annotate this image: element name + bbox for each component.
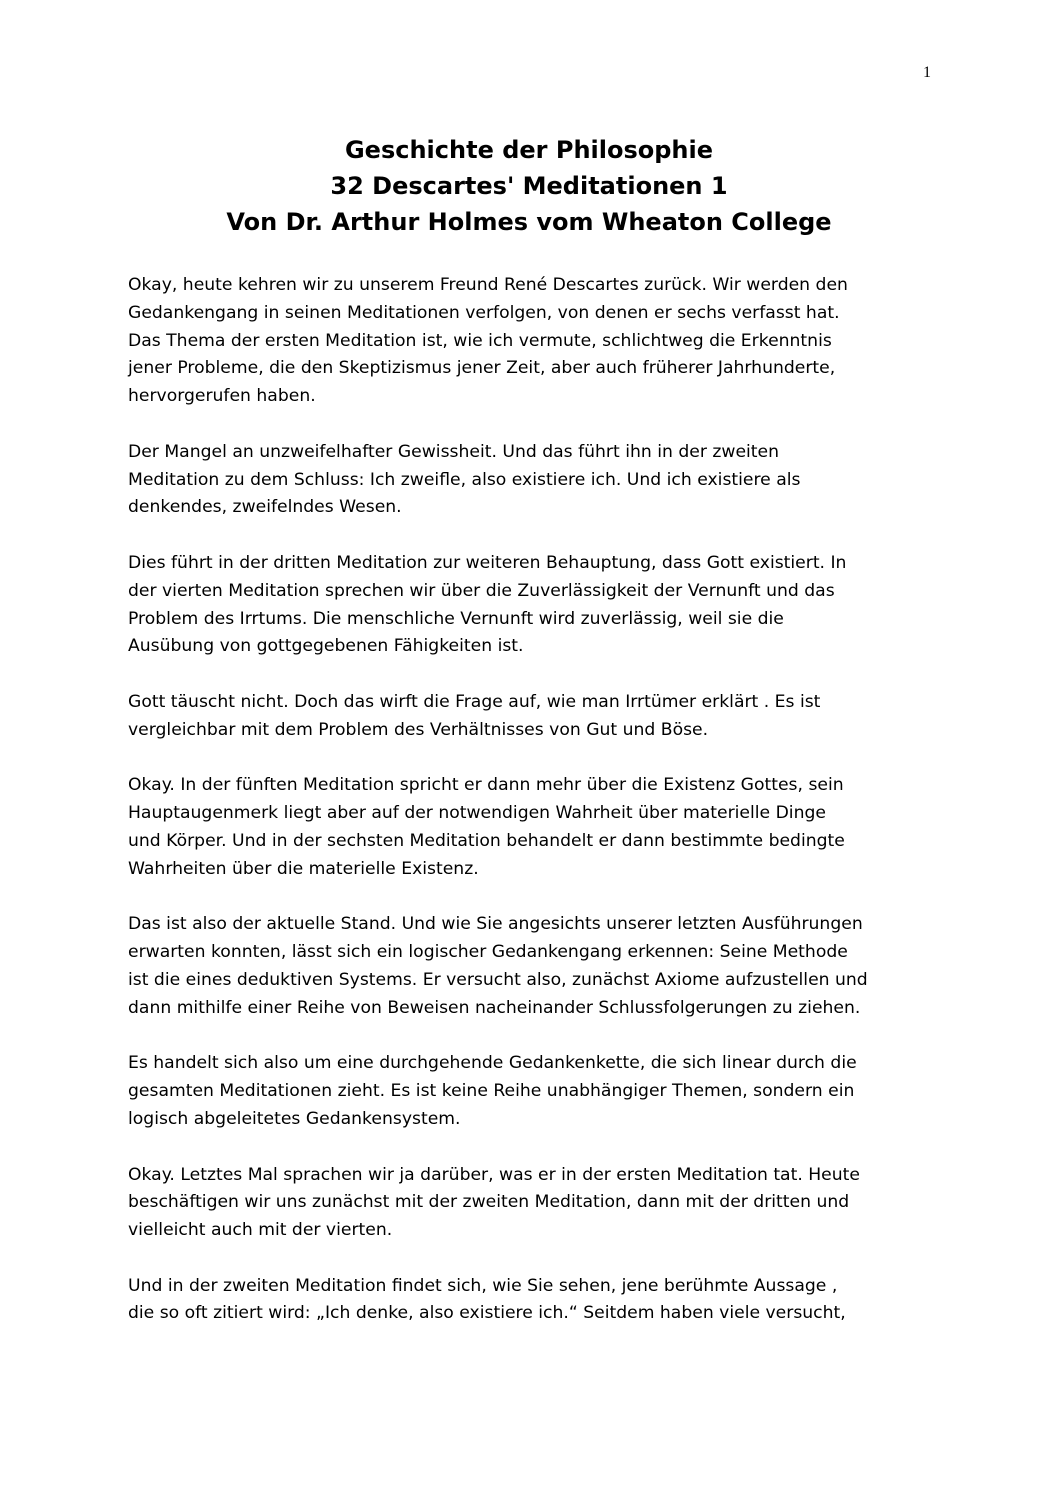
text-line: der vierten Meditation sprechen wir über die Zuverlässigkeit der Vernunft und das: [128, 580, 835, 601]
text-line: Wahrheiten über die materielle Existenz.: [128, 858, 479, 879]
paragraph: [128, 439, 928, 522]
text-line: jener Probleme, die den Skeptizismus jener Zeit, aber auch früherer Jahrhunderte,: [128, 358, 836, 379]
text-line: Der Mangel an unzweifelhafter Gewissheit. Und das führt ihn in der zweiten: [128, 441, 780, 462]
text-line: Gedankengang in seinen Meditationen verfolgen, von denen er sechs verfasst hat.: [128, 302, 840, 323]
text-line: Das Thema der ersten Meditation ist, wie ich vermute, schlichtweg die Erkenntnis: [128, 330, 832, 351]
text-line: hervorgerufen haben.: [128, 386, 316, 407]
text-line: Und in der zweiten Meditation findet sich, wie Sie sehen, jene berühmte Aussage ,: [128, 1275, 838, 1296]
title-line-author: Von Dr. Arthur Holmes vom Wheaton College: [226, 208, 832, 236]
text-line: vielleicht auch mit der vierten.: [128, 1220, 393, 1241]
text-line: denkendes, zweifelndes Wesen.: [128, 497, 402, 518]
text-line: Dies führt in der dritten Meditation zur weiteren Behauptung, dass Gott existiert. In: [128, 552, 847, 573]
text-line: erwarten konnten, lässt sich ein logischer Gedankengang erkennen: Seine Methode: [128, 942, 848, 963]
paragraph: [128, 772, 928, 883]
paragraph: [128, 550, 928, 661]
text-line: Problem des Irrtums. Die menschliche Vernunft wird zuverlässig, weil sie die: [128, 608, 784, 629]
document-title: [0, 132, 1058, 240]
text-line: gesamten Meditationen zieht. Es ist keine Reihe unabhängiger Themen, sondern ein: [128, 1081, 855, 1102]
text-line: und Körper. Und in der sechsten Meditation behandelt er dann bestimmte bedingte: [128, 830, 845, 851]
text-line: Ausübung von gottgegebenen Fähigkeiten ist.: [128, 636, 524, 657]
paragraph: [128, 1273, 928, 1329]
paragraph: [128, 272, 928, 411]
paragraph: [128, 1162, 928, 1245]
text-line: Meditation zu dem Schluss: Ich zweifle, also existiere ich. Und ich existiere als: [128, 469, 801, 490]
text-line: beschäftigen wir uns zunächst mit der zweiten Meditation, dann mit der dritten und: [128, 1192, 850, 1213]
text-line: Okay. Letztes Mal sprachen wir ja darüber, was er in der ersten Meditation tat. Heute: [128, 1164, 860, 1185]
text-line: Hauptaugenmerk liegt aber auf der notwendigen Wahrheit über materielle Dinge: [128, 803, 826, 824]
text-line: Es handelt sich also um eine durchgehende Gedankenkette, die sich linear durch die: [128, 1053, 857, 1074]
text-line: vergleichbar mit dem Problem des Verhältnisses von Gut und Böse.: [128, 719, 709, 740]
text-line: die so oft zitiert wird: „Ich denke, also existiere ich.“ Seitdem haben viele versucht,: [128, 1303, 846, 1324]
text-line: Okay. In der fünften Meditation spricht er dann mehr über die Existenz Gottes, sein: [128, 775, 844, 796]
text-line: logisch abgeleitetes Gedankensystem.: [128, 1108, 461, 1129]
text-line: Das ist also der aktuelle Stand. Und wie Sie angesichts unserer letzten Ausführungen: [128, 914, 863, 935]
text-line: Gott täuscht nicht. Doch das wirft die Frage auf, wie man Irrtümer erklärt . Es ist: [128, 691, 821, 712]
page-number: 1: [923, 64, 931, 81]
title-line-course: Geschichte der Philosophie: [344, 136, 714, 164]
text-line: ist die eines deduktiven Systems. Er versucht also, zunächst Axiome aufzustellen und: [128, 969, 868, 990]
paragraph: [128, 911, 928, 1022]
document-body: [128, 272, 928, 1356]
paragraph: [128, 689, 928, 745]
title-line-lecture: 32 Descartes' Meditationen 1: [330, 172, 728, 200]
text-line: Okay, heute kehren wir zu unserem Freund René Descartes zurück. Wir werden den: [128, 275, 848, 295]
text-line: dann mithilfe einer Reihe von Beweisen nacheinander Schlussfolgerungen zu ziehen.: [128, 997, 861, 1018]
paragraph: [128, 1050, 928, 1133]
